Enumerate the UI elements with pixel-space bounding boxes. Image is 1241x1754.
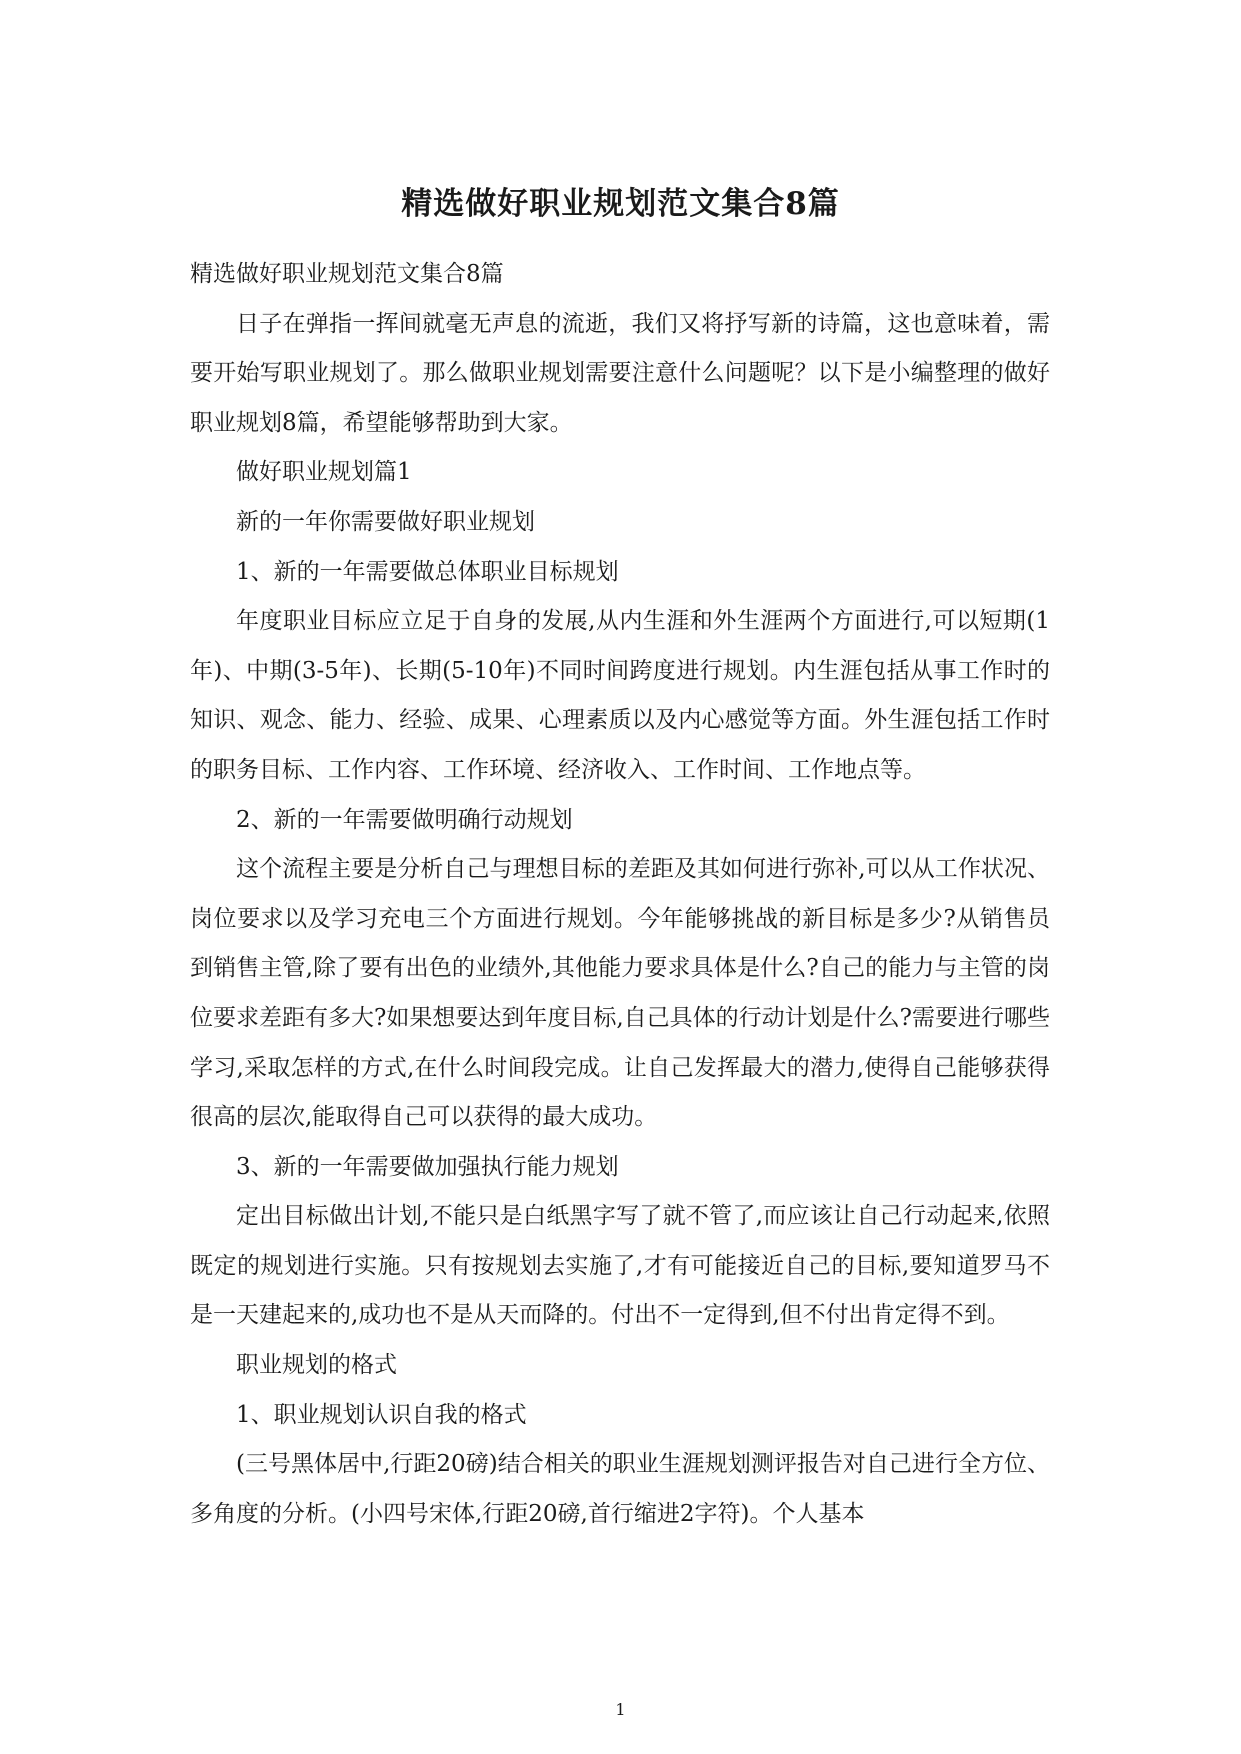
format-body-paragraph-1: (三号黑体居中,行距20磅)结合相关的职业生涯规划测评报告对自己进行全方位、多角度的分析。(小四号宋体,行距20磅,首行缩进2字符)。个人基本 (190, 1451, 1050, 1527)
body-paragraph-2: 这个流程主要是分析自己与理想目标的差距及其如何进行弥补,可以从工作状况、岗位要求以及学习充电三个方面进行规划。今年能够挑战的新目标是多少?从销售员到销售主管,除了要有出色的业绩外,其他能力要求具体是什么?自己的能力与主管的岗位要求差距有多大?如果想要达到年度目标,自己具体的行动计划是什么?需要进行哪些学习,采取怎样的方式,在什么时间段完成。让自己发挥最大的潜力,使得自己能够获得很高的层次,能取得自己可以获得的最大成功。 (190, 856, 1050, 1131)
item-heading-2: 2、新的一年需要做明确行动规划 (236, 806, 573, 833)
body-paragraph-3: 定出目标做出计划,不能只是白纸黑字写了就不管了,而应该让自己行动起来,依照既定的规划进行实施。只有按规划去实施了,才有可能接近自己的目标,要知道罗马不是一天建起来的,成功也不是从天而降的。付出不一定得到,但不付出肯定得不到。 (190, 1203, 1050, 1329)
intro-paragraph: 日子在弹指一挥间就毫无声息的流逝，我们又将抒写新的诗篇，这也意味着，需要开始写职业规划了。那么做职业规划需要注意什么问题呢？以下是小编整理的做好职业规划8篇，希望能够帮助到大家。 (190, 310, 1050, 436)
item-heading-3: 3、新的一年需要做加强执行能力规划 (236, 1153, 619, 1180)
article-heading: 新的一年你需要做好职业规划 (236, 508, 535, 535)
subtitle-paragraph: 精选做好职业规划范文集合8篇 (190, 261, 504, 287)
document-body (190, 250, 1050, 1539)
body-paragraph-1: 年度职业目标应立足于自身的发展,从内生涯和外生涯两个方面进行,可以短期(1年)、中期(3-5年)、长期(5-10年)不同时间跨度进行规划。内生涯包括从事工作时的知识、观念、能力、经验、成果、心理素质以及内心感觉等方面。外生涯包括工作时的职务目标、工作内容、工作环境、经济收入、工作时间、工作地点等。 (190, 608, 1050, 783)
format-item-heading-1: 1、职业规划认识自我的格式 (236, 1401, 527, 1428)
page-number: 1 (615, 1700, 626, 1719)
document-title: 精选做好职业规划范文集合8篇 (401, 186, 840, 222)
item-heading-1: 1、新的一年需要做总体职业目标规划 (236, 558, 619, 585)
format-heading: 职业规划的格式 (236, 1352, 397, 1379)
section-heading-1: 做好职业规划篇1 (236, 459, 412, 486)
